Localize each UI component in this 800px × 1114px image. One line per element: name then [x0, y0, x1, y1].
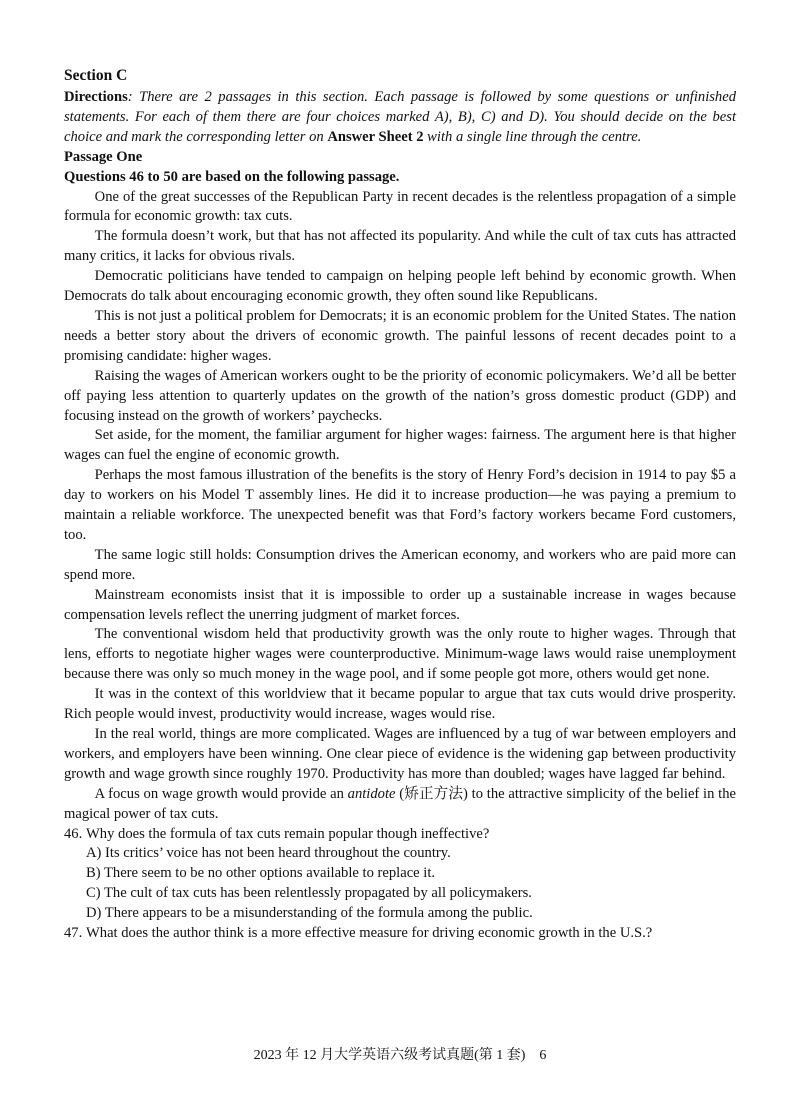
- passage-paragraph: The same logic still holds: Consumption drives the American economy, and workers who are paid more can spend more.: [64, 546, 736, 583]
- antidote-word: antidote: [347, 785, 396, 802]
- questions-heading: Questions 46 to 50 are based on the following passage.: [64, 168, 400, 185]
- question-number: 47.: [64, 925, 83, 942]
- section-title: Section C: [64, 67, 128, 84]
- passage-paragraph: Set aside, for the moment, the familiar argument for higher wages: fairness. The argument here is that higher wages can fuel the engine of economic growth.: [64, 427, 736, 464]
- passage-paragraph: One of the great successes of the Republican Party in recent decades is the relentless propagation of a simple formula for economic growth: tax cuts.: [64, 188, 736, 225]
- directions-answer-sheet: Answer Sheet 2: [327, 128, 424, 145]
- question-47: [64, 924, 736, 944]
- passage-paragraph: The formula doesn’t work, but that has not affected its popularity. And while the cult of tax cuts has attracted many critics, it lacks for obvious rivals.: [64, 228, 736, 265]
- passage-paragraph: This is not just a political problem for Democrats; it is an economic problem for the United States. The nation needs a better story about the drivers of economic growth. The painful lessons of recent decades point to a promising candidate: higher wages.: [64, 307, 736, 364]
- passage-paragraph: Raising the wages of American workers ought to be the priority of economic policymakers. We’d all be better off paying less attention to quarterly updates on the growth of the nation’s gross domestic product (GDP) and focusing instead on the growth of workers’ paychecks.: [64, 367, 736, 424]
- option-d: D) There appears to be a misunderstanding of the formula among the public.: [86, 905, 533, 922]
- passage-paragraph: Democratic politicians have tended to campaign on helping people left behind by economic growth. When Democrats do talk about encouraging economic growth, they often sound like Republicans.: [64, 268, 736, 305]
- passage-label: Passage One: [64, 148, 143, 165]
- directions: [64, 88, 736, 148]
- passage-paragraph: The conventional wisdom held that productivity growth was the only route to higher wages. Through that lens, efforts to negotiate higher wages were counterproductive. Minimum-wage laws would raise unemployment because there was only so much money in the wage pool, and if some people got more, others would get none.: [64, 626, 736, 683]
- question-text: What does the author think is a more effective measure for driving economic growth in the U.S.?: [86, 925, 653, 942]
- passage-paragraph: It was in the context of this worldview that it became popular to argue that tax cuts would drive prosperity. Rich people would invest, productivity would increase, wages would rise.: [64, 686, 736, 723]
- directions-text-2: with a single line through the centre.: [423, 128, 642, 145]
- option-b: B) There seem to be no other options available to replace it.: [86, 865, 436, 882]
- questions-list: [64, 825, 736, 944]
- passage-paragraph: Perhaps the most famous illustration of the benefits is the story of Henry Ford’s decision in 1914 to pay $5 a day to workers on his Model T assembly lines. He did it to increase production—he was paying a premium to maintain a reliable workforce. The unexpected benefit was that Ford’s factory workers became Ford customers, too.: [64, 467, 736, 543]
- passage-paragraph: In the real world, things are more complicated. Wages are influenced by a tug of war between employers and workers, and employers have been winning. One clear piece of evidence is the widening gap between productivity growth and wage growth since roughly 1970. Productivity has more than doubled; wages have lagged far behind.: [64, 726, 736, 782]
- question-number: 46.: [64, 825, 83, 842]
- last-paragraph-after: (矫正方法) to the attractive simplicity of the belief in the magical power of tax cuts.: [64, 785, 736, 822]
- option-c: C) The cult of tax cuts has been relentlessly propagated by all policymakers.: [86, 885, 532, 902]
- last-paragraph-before: A focus on wage growth would provide an: [94, 785, 348, 802]
- passage-paragraph-last: [64, 785, 736, 825]
- question-text: Why does the formula of tax cuts remain popular though ineffective?: [86, 825, 490, 842]
- directions-lead: Directions: [64, 89, 128, 105]
- question-46: [64, 825, 736, 845]
- page-footer: 2023 年 12 月大学英语六级考试真题(第 1 套) 6: [253, 1048, 547, 1063]
- option-a: A) Its critics’ voice has not been heard throughout the country.: [86, 845, 451, 862]
- passage-body: [64, 188, 736, 825]
- directions-text-1: : There are 2 passages in this section. Each passage is followed by some questions or unfinished statements. For each of them there are four choices marked A), B), C) and D). You should decide on the best choice and mark the corresponding letter on: [64, 89, 736, 145]
- passage-paragraph: Mainstream economists insist that it is impossible to order up a sustainable increase in wages because compensation levels reflect the unerring judgment of market forces.: [64, 586, 736, 623]
